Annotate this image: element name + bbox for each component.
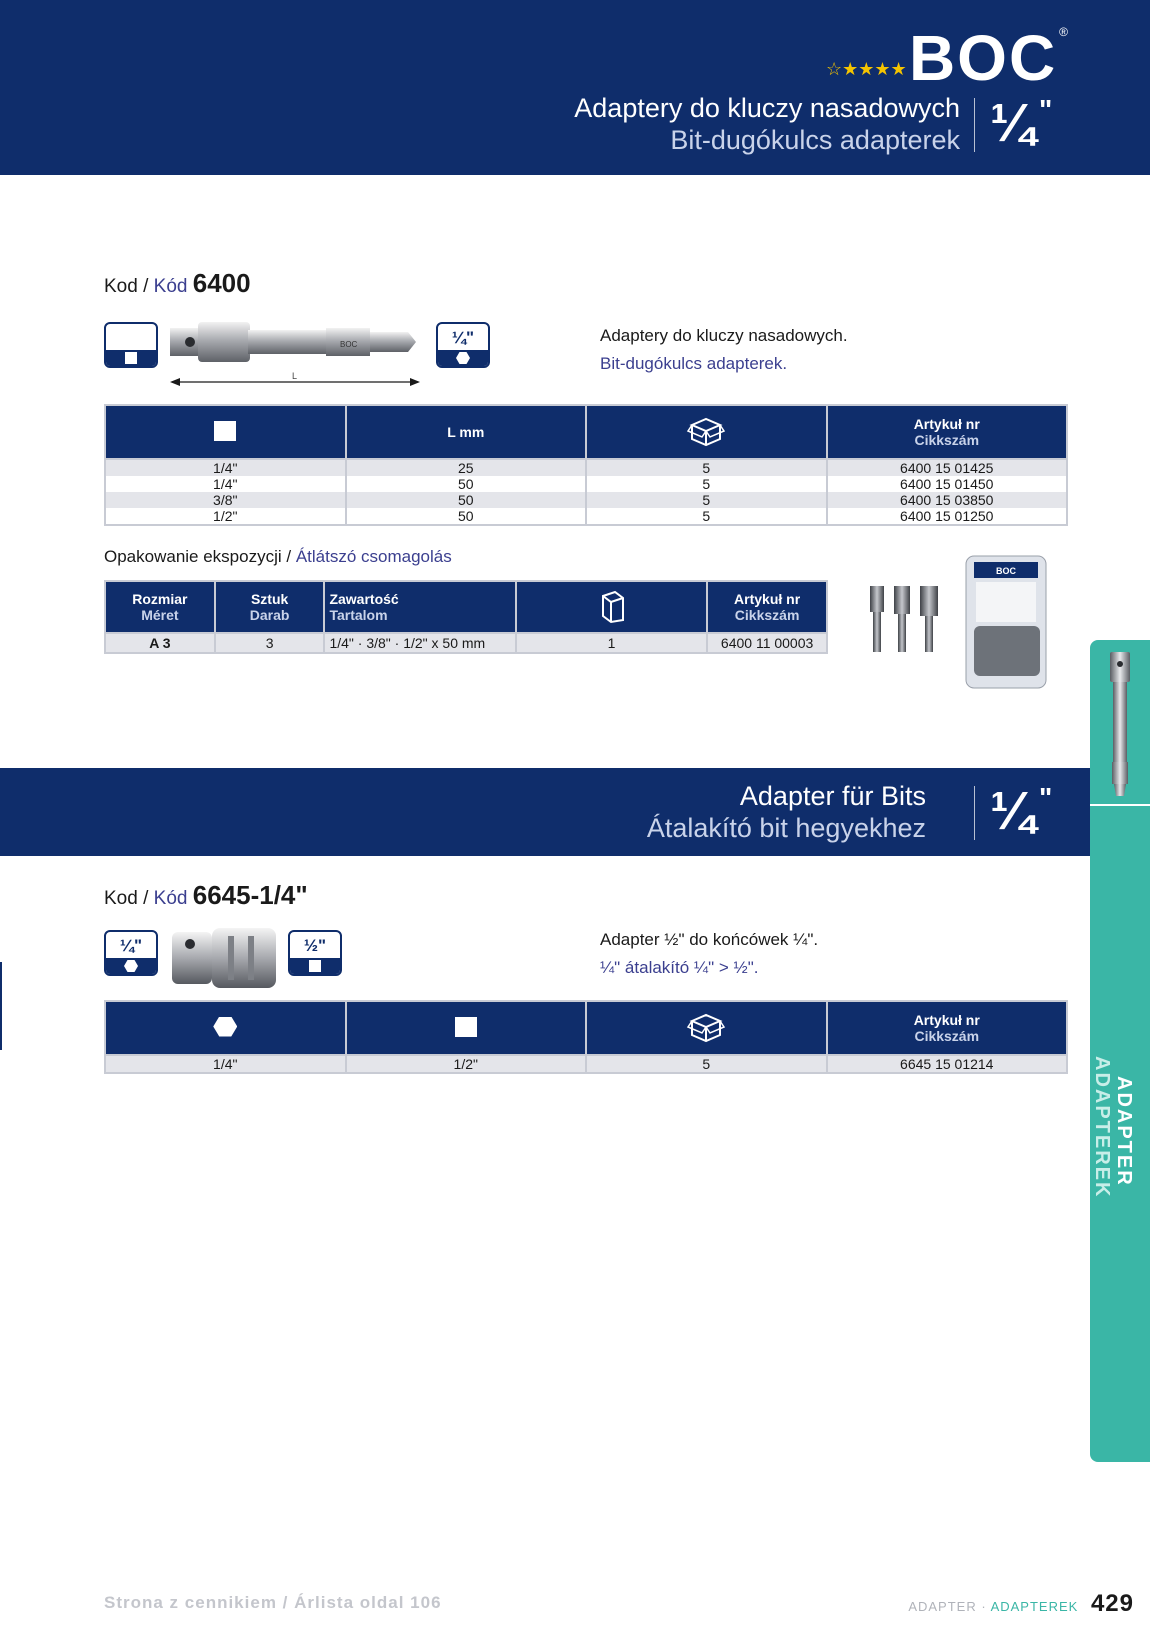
section2-titles [647,780,926,844]
table-row [105,1055,1067,1073]
cell-content: 1/4" · 3/8" · 1/2" x 50 mm [324,633,515,653]
logo-text: BOC [908,22,1058,94]
col-article [707,581,827,633]
hex-input-icon [104,930,158,976]
section2-band [0,768,1090,856]
footer-pricelist-ref [104,1593,442,1613]
col-square-drive [105,405,346,459]
cell-length: 50 [346,508,587,525]
display-pack-icon [597,588,627,624]
col-content [324,581,515,633]
col-article-pl: Artykuł nr [913,1012,980,1028]
cell-qty: 5 [586,508,827,525]
col-pack [516,581,707,633]
col-package [586,1001,827,1055]
table-row [105,633,827,653]
table-row [105,459,1067,476]
cell-qty: 5 [586,476,827,492]
cell-article: 6400 15 01250 [827,508,1068,525]
col-article [827,1001,1068,1055]
hex-shank-icon [436,322,490,368]
header-divider [974,98,975,152]
cell-article: 6400 15 01450 [827,476,1068,492]
cell-length: 50 [346,492,587,508]
product2-code-number: 6645-1/4" [192,880,308,910]
col-content-hu: Tartalom [329,607,388,623]
header-title-hu: Bit-dugókulcs adapterek [670,125,960,155]
side-tab-label-pl: ADAPTER [1113,1076,1135,1187]
col-length: L mm [346,405,587,459]
col-square-output [346,1001,587,1055]
category-side-tab [1090,640,1150,1462]
hex-head-icon [213,1017,237,1037]
product1-desc-pl: Adaptery do kluczy nasadowych. [600,326,848,345]
product1-code-number: 6400 [192,268,251,298]
square-output-size: ½" [303,936,327,955]
col-article-hu: Cikkszám [914,432,980,448]
footer-left-num: 106 [410,1593,442,1612]
product2-desc-pl: Adapter ½" do końcówek ¼". [600,930,819,949]
cell-pack-qty: 1 [516,633,707,653]
col-size-pl: Rozmiar [132,591,188,607]
footer-page-info [908,1590,1134,1618]
package-box-icon [686,1011,726,1043]
header-band [0,0,1150,175]
header-title-pl: Adaptery do kluczy nasadowych [574,93,960,123]
section2-size-value: ¼ [990,781,1036,841]
display-pack-label-pl: Opakowanie ekspozycji / [104,547,292,566]
col-article [827,405,1068,459]
cell-article: 6400 15 03850 [827,492,1068,508]
side-tab-divider [1090,804,1150,806]
square-drive-head-icon [214,421,236,441]
display-pack-label-hu: Átlátszó csomagolás [295,547,452,566]
section2-size-mark: " [1039,782,1053,813]
cell-size: 1/4" [105,459,346,476]
cell-qty: 5 [586,492,827,508]
col-content-pl: Zawartość [329,591,399,607]
col-size [105,581,215,633]
product1-table [104,404,1068,526]
header-titles [574,92,960,156]
adapter-6645-photo [168,922,282,996]
section2-title-de: Adapter für Bits [739,781,926,811]
hex-shank-size: ¼" [451,328,475,347]
cell-length: 50 [346,476,587,492]
cell-article: 6400 15 01425 [827,459,1068,476]
header-size-value: ¼ [990,93,1036,153]
square-head-icon [455,1017,477,1037]
kod-label-pl: Kod / [104,276,149,297]
col-package [586,405,827,459]
product1-description [600,322,848,378]
cell-size: A 3 [105,633,215,653]
footer-left-hu: Árlista oldal [294,1593,405,1612]
display-pack-label [104,547,452,567]
col-hex-input [105,1001,346,1055]
section2-divider [974,786,975,840]
cell-size: 1/2" [105,508,346,525]
page-number: 429 [1090,1590,1134,1617]
kod-label-hu: Kód [153,888,188,909]
display-table [104,580,828,654]
col-pieces-hu: Darab [249,607,290,623]
cell-pieces: 3 [215,633,325,653]
pack-brand: BOC [996,566,1016,576]
square-drive-icon [104,322,158,368]
product2-description [600,926,818,982]
col-article-pl: Artykuł nr [913,416,980,432]
cell-hex-size: 1/4" [105,1055,346,1073]
section2-title-hu: Átalakító bit hegyekhez [646,813,926,843]
table-row [105,476,1067,492]
kod-label-hu: Kód [153,276,188,297]
square-output-icon [288,930,342,976]
footer-right-pl: ADAPTER · [908,1599,987,1614]
cell-qty: 5 [586,1055,827,1073]
header-size-mark: " [1039,94,1053,125]
product1-code [104,268,251,299]
boc-logo [908,22,1070,94]
table-row [105,508,1067,525]
display-pack-photo [862,552,1062,692]
table-row [105,492,1067,508]
footer-right-hu: ADAPTEREK [990,1599,1079,1614]
cell-qty: 5 [586,459,827,476]
product2-table [104,1000,1068,1074]
cell-square-size: 1/2" [346,1055,587,1073]
cell-article: 6400 11 00003 [707,633,827,653]
footer-left-pl: Strona z cennikiem / [104,1593,289,1612]
rating-stars: ☆★★★★ [826,59,907,79]
col-pieces [215,581,325,633]
cell-article: 6645 15 01214 [827,1055,1068,1073]
cell-size: 1/4" [105,476,346,492]
col-size-hu: Méret [141,607,179,623]
kod-label-pl: Kod / [104,888,149,909]
hex-input-size: ¼" [119,936,143,955]
header-size [990,93,1053,153]
product2-desc-hu: ¼" átalakító ¼" > ½". [600,958,759,977]
photo-length-label: L [292,371,298,381]
section2-size [990,781,1053,841]
product1-desc-hu: Bit-dugókulcs adapterek. [600,354,788,373]
product2-code [104,880,308,911]
side-adapter-image [1102,648,1138,798]
photo-brand: BOC [340,340,358,349]
adapter-6400-photo [168,318,430,390]
col-article-hu: Cikkszám [734,607,800,623]
col-article-hu: Cikkszám [914,1028,980,1044]
cell-length: 25 [346,459,587,476]
side-tab-label-hu: ADAPTEREK [1091,1056,1113,1199]
registered-mark: ® [1059,25,1070,39]
left-edge-bar [0,962,2,1050]
col-article-pl: Artykuł nr [734,591,801,607]
col-pieces-pl: Sztuk [250,591,289,607]
package-box-icon [686,415,726,447]
cell-size: 3/8" [105,492,346,508]
